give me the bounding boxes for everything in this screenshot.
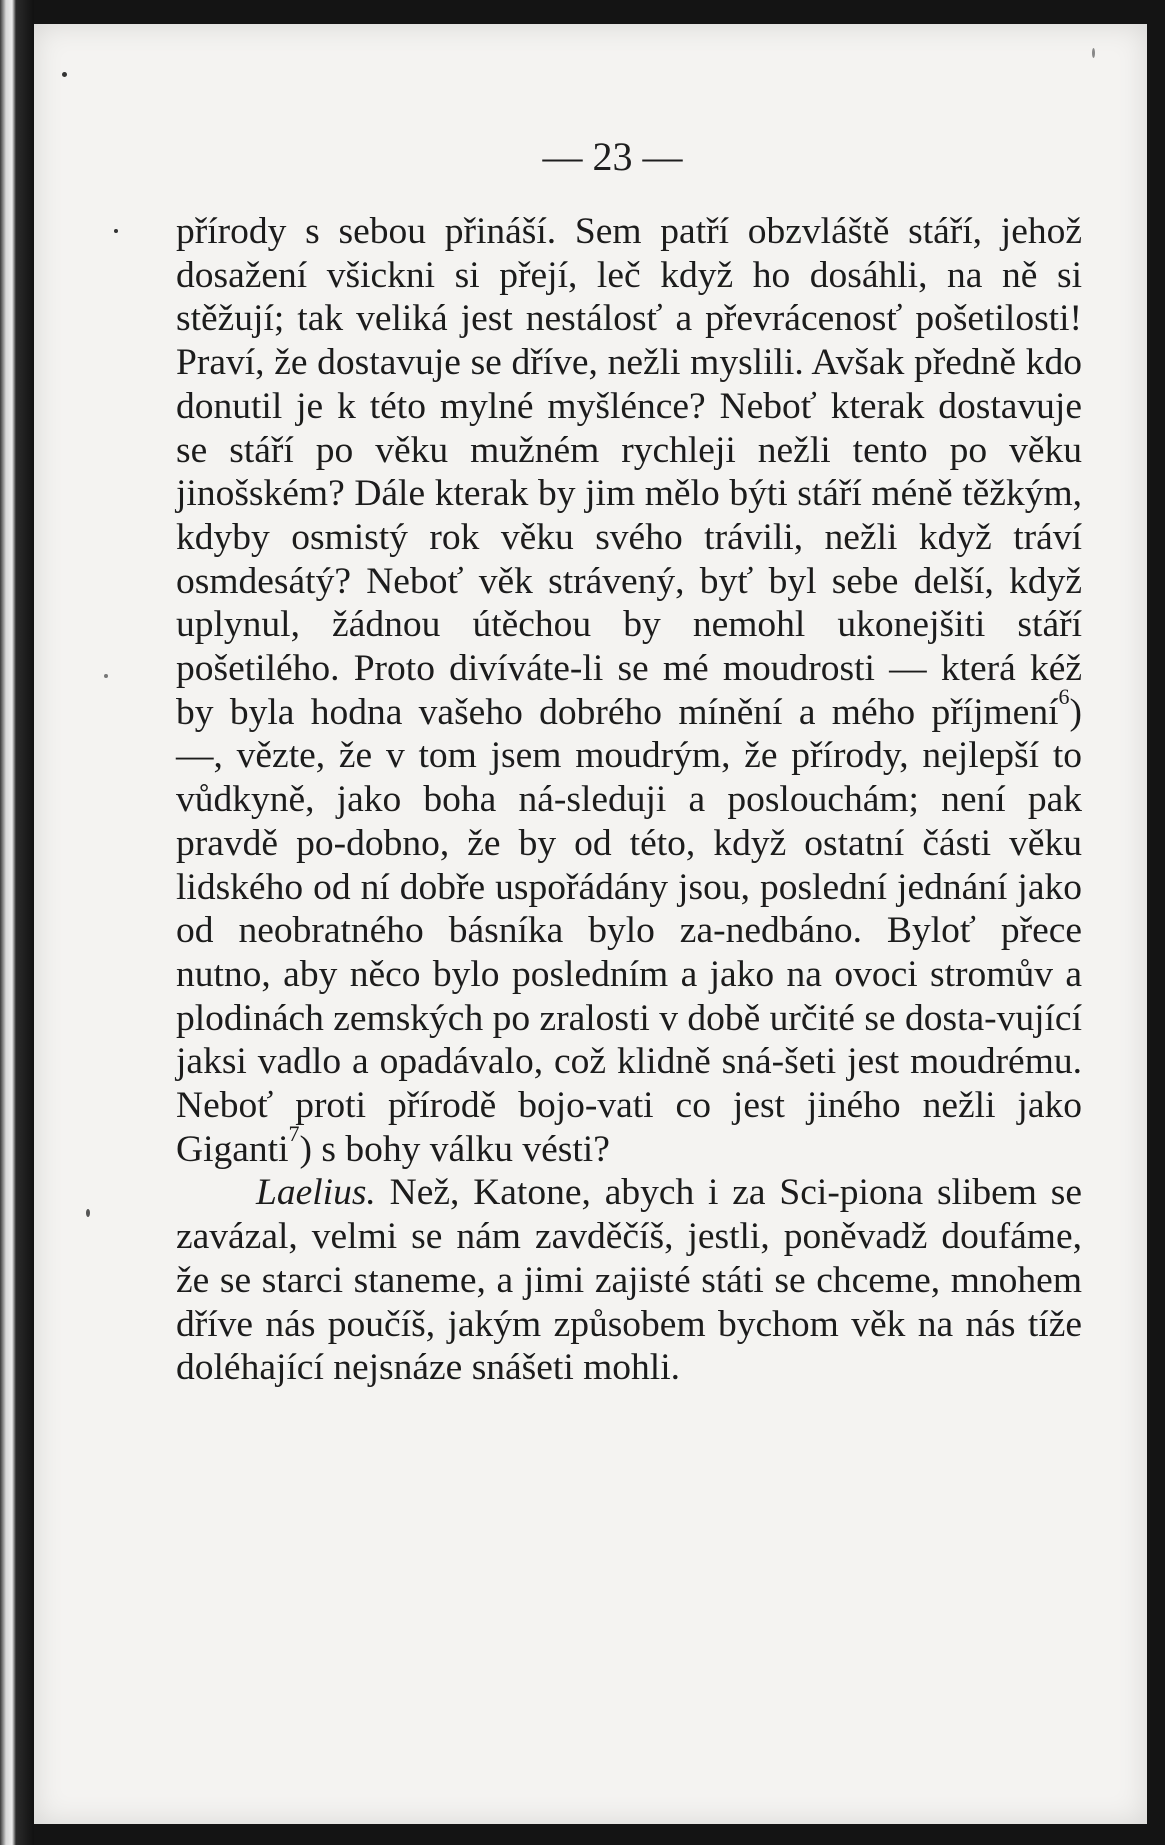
paragraph-2 (176, 1171, 1082, 1390)
paragraph-2-text: Než, Katone, abych i za Sci-piona slibem se zavázal, velmi se nám zavděčíš, jestli, poněvadž doufáme, že se starci staneme, a jimi zajisté státi se chceme, mnohem dříve nás poučíš, jakým způsobem bychom věk na nás tíže doléhající nejsnáze snášeti mohli. (176, 1172, 1082, 1389)
paragraph-1 (176, 210, 1082, 1171)
ink-speck (86, 1209, 90, 1217)
ink-speck (1092, 48, 1095, 58)
paragraph-1-part-b: ) —, vězte, že v tom jsem moudrým, že přírody, nejlepší to vůdkyně, jako boha ná-sleduji a poslouchám; není pak pravdě po-dobno, že by od této, když ostatní části věku lidského od ní dobře uspořádány jsou, poslední jednání jako od neobratného básníka bylo za-nedbáno. Byloť přece nutno, aby něco bylo posledním a jako na ovoci stromův a plodinách zemských po zralosti v době určité se dosta-vující jaksi vadlo a opadávalo, což klidně sná-šeti jest moudrému. Neboť proti přírodě bojo-vati co jest jiného nežli jako Giganti (176, 691, 1082, 1170)
footnote-mark-7: 7 (288, 1121, 300, 1147)
page-number: — 23 — (542, 134, 683, 179)
ink-speck (104, 674, 108, 678)
paragraph-1-part-a: přírody s sebou přináší. Sem patří obzvláště stáří, jehož dosažení všickni si přejí, leč když ho dosáhli, na ně si stěžují; tak veliká jest nestálosť a převrácenosť pošetilosti! Praví, že dostavuje se dříve, nežli myslili. Avšak předně kdo donutil je k této mylné myšlénce? Neboť kterak dostavuje se stáří po věku mužném rychleji nežli tento po věku jinošském? Dále kterak by jim mělo býti stáří méně těžkým, kdyby osmistý rok věku svého trávili, nežli když tráví osmdesátý? Neboť věk strávený, byť byl sebe delší, když uplynul, žádnou útěchou by nemohl ukonejšiti stáří pošetilého. Proto divíváte-li se mé moudrosti — která kéž by byla hodna vašeho dobrého mínění a mého příjmení (176, 211, 1082, 733)
footnote-mark-6: 6 (1058, 684, 1070, 710)
book-spine-edge (0, 0, 34, 1845)
ink-speck (62, 72, 67, 77)
paragraph-1-part-c: ) s bohy válku vésti? (299, 1128, 610, 1170)
ink-speck (114, 229, 118, 233)
speaker-name: Laelius. (256, 1172, 376, 1214)
body-text (176, 210, 1082, 1390)
